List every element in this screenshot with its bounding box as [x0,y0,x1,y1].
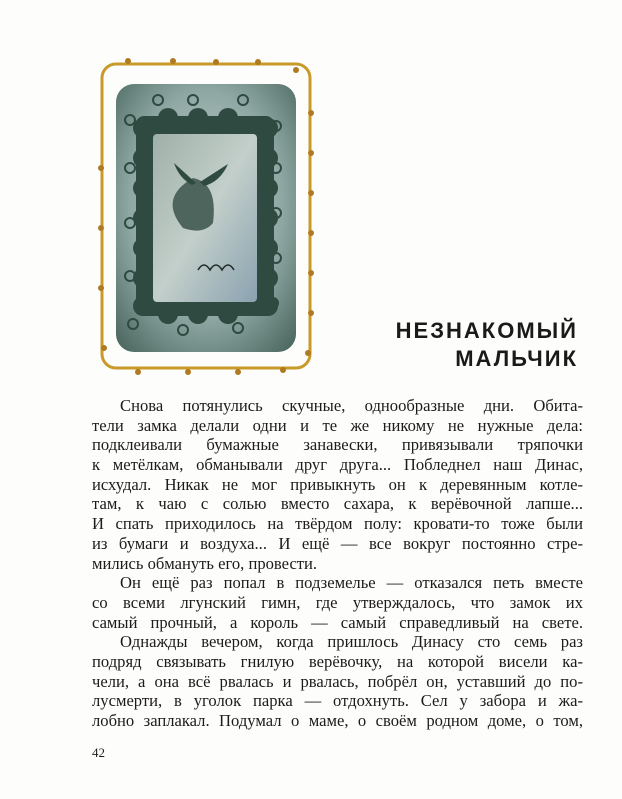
text-line: со всеми лгунский гимн, где утверждалось, что замок их [92,592,583,612]
text-line: лобно заплакал. Подумал о маме, о своём родном доме, о том, [92,711,583,730]
text-line: Снова потянулись скучные, однообразные дни. Обита- [120,396,583,415]
text-line: самый прочный, а король — самый справедливый на свете. [92,612,583,632]
text-line: лусмерти, в уголок парка — отдохнуть. Сел у забора и жа- [92,691,583,711]
page-number: 42 [92,745,105,760]
text-line: Он ещё раз попал в подземелье — отказался петь вместе [120,573,583,593]
chapter-title-line-2: МАЛЬЧИК [455,346,578,371]
text-line: из бумаги и воздуха... И ещё — все вокруг постоянно стре- [92,533,583,553]
text-line: там, к чаю с солью вместо сахара, к верёвочной лапше... [92,494,583,514]
text-line: тели замка делали одни и те же никому не нужные дела: [92,415,583,435]
chapter-body-text [92,396,583,731]
chapter-title-line-1: НЕЗНАКОМЫЙ [395,318,578,343]
text-line: мились обмануть его, провести. [92,553,318,573]
text-line: подклеивали бумажные занавески, привязывали тряпочки [92,435,583,455]
text-line: чели, а она всё рвалась и рвалась, побрёл он, уставший до по- [92,671,583,691]
illustration-bundle-in-frame [98,58,314,376]
text-line: И спать приходилось на твёрдом полу: кровати-то тоже были [92,514,583,534]
text-line: Однажды вечером, когда пришлось Динасу сто семь раз [120,632,583,652]
text-line: к метёлкам, обманывали друг друга... Побледнел наш Динас, [92,455,583,475]
text-line: исхудал. Никак не мог привыкнуть он к деревянным котле- [92,474,583,494]
text-line: подряд связывать гнилую верёвочку, на которой висели ка- [92,651,583,671]
